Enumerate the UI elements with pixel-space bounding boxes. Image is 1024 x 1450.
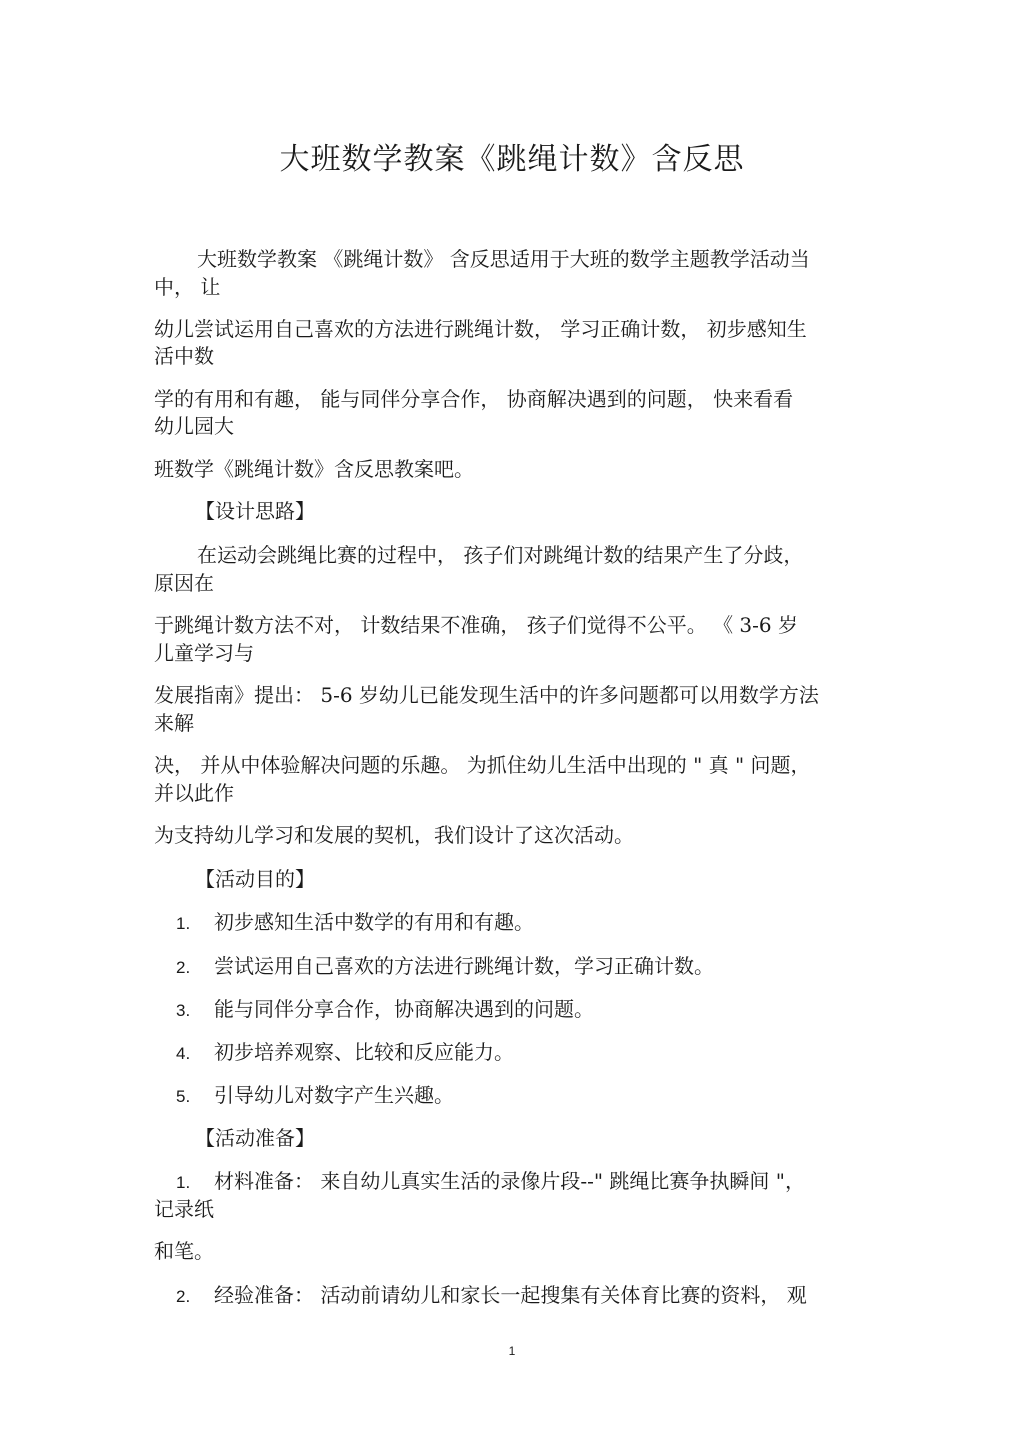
prep-item-1-number: 1. <box>176 1173 191 1192</box>
goal-number: 5. <box>176 1087 191 1106</box>
intro-line-3-wrap: 幼儿园大 <box>154 414 234 438</box>
prep-item-2-text: 经验准备： 活动前请幼儿和家长一起搜集有关体育比赛的资料， 观 <box>214 1283 807 1307</box>
design-line-2: 于跳绳计数方法不对， 计数结果不准确， 孩子们觉得不公平。 《 3-6 岁 <box>154 613 798 637</box>
design-line-1: 在运动会跳绳比赛的过程中， 孩子们对跳绳计数的结果产生了分歧， <box>197 543 804 567</box>
goal-text: 初步感知生活中数学的有用和有趣。 <box>214 910 534 934</box>
intro-line-1: 大班数学教案 《跳绳计数》 含反思适用于大班的数学主题教学活动当 <box>197 247 810 271</box>
page-number: 1 <box>508 1344 516 1358</box>
goal-number: 2. <box>176 958 191 977</box>
goal-number: 4. <box>176 1044 191 1063</box>
goal-number: 3. <box>176 1001 191 1020</box>
goals-heading: 【活动目的】 <box>195 867 315 891</box>
design-line-4-wrap: 并以此作 <box>154 781 234 805</box>
intro-line-4: 班数学《跳绳计数》含反思教案吧。 <box>154 457 474 481</box>
design-line-1-wrap: 原因在 <box>154 571 214 595</box>
intro-line-2-wrap: 活中数 <box>154 344 214 368</box>
goal-text: 初步培养观察、比较和反应能力。 <box>214 1040 514 1064</box>
prep-heading: 【活动准备】 <box>195 1126 315 1150</box>
goal-text: 尝试运用自己喜欢的方法进行跳绳计数，学习正确计数。 <box>214 954 714 978</box>
design-line-2-wrap: 儿童学习与 <box>154 641 254 665</box>
prep-item-1-text: 材料准备： 来自幼儿真实生活的录像片段--" 跳绳比赛争执瞬间 "， <box>214 1169 805 1193</box>
design-heading: 【设计思路】 <box>195 499 315 523</box>
design-line-3-wrap: 来解 <box>154 711 194 735</box>
design-line-5: 为支持幼儿学习和发展的契机，我们设计了这次活动。 <box>154 823 634 847</box>
document-title: 大班数学教案《跳绳计数》含反思 <box>279 142 745 177</box>
goal-text: 引导幼儿对数字产生兴趣。 <box>214 1083 454 1107</box>
design-line-4: 决， 并从中体验解决问题的乐趣。 为抓住幼儿生活中出现的 " 真 " 问题， <box>154 753 811 777</box>
intro-line-1-wrap: 中， 让 <box>154 275 221 299</box>
goal-number: 1. <box>176 914 191 933</box>
goal-text: 能与同伴分享合作，协商解决遇到的问题。 <box>214 997 594 1021</box>
intro-line-3: 学的有用和有趣， 能与同伴分享合作， 协商解决遇到的问题， 快来看看 <box>154 387 794 411</box>
prep-item-1-wrap: 记录纸 <box>154 1197 214 1221</box>
prep-item-1-tail: 和笔。 <box>154 1239 214 1263</box>
prep-item-2-number: 2. <box>176 1287 191 1306</box>
intro-line-2: 幼儿尝试运用自己喜欢的方法进行跳绳计数， 学习正确计数， 初步感知生 <box>154 317 807 341</box>
design-line-3: 发展指南》提出： 5-6 岁幼儿已能发现生活中的许多问题都可以用数学方法 <box>154 683 819 707</box>
